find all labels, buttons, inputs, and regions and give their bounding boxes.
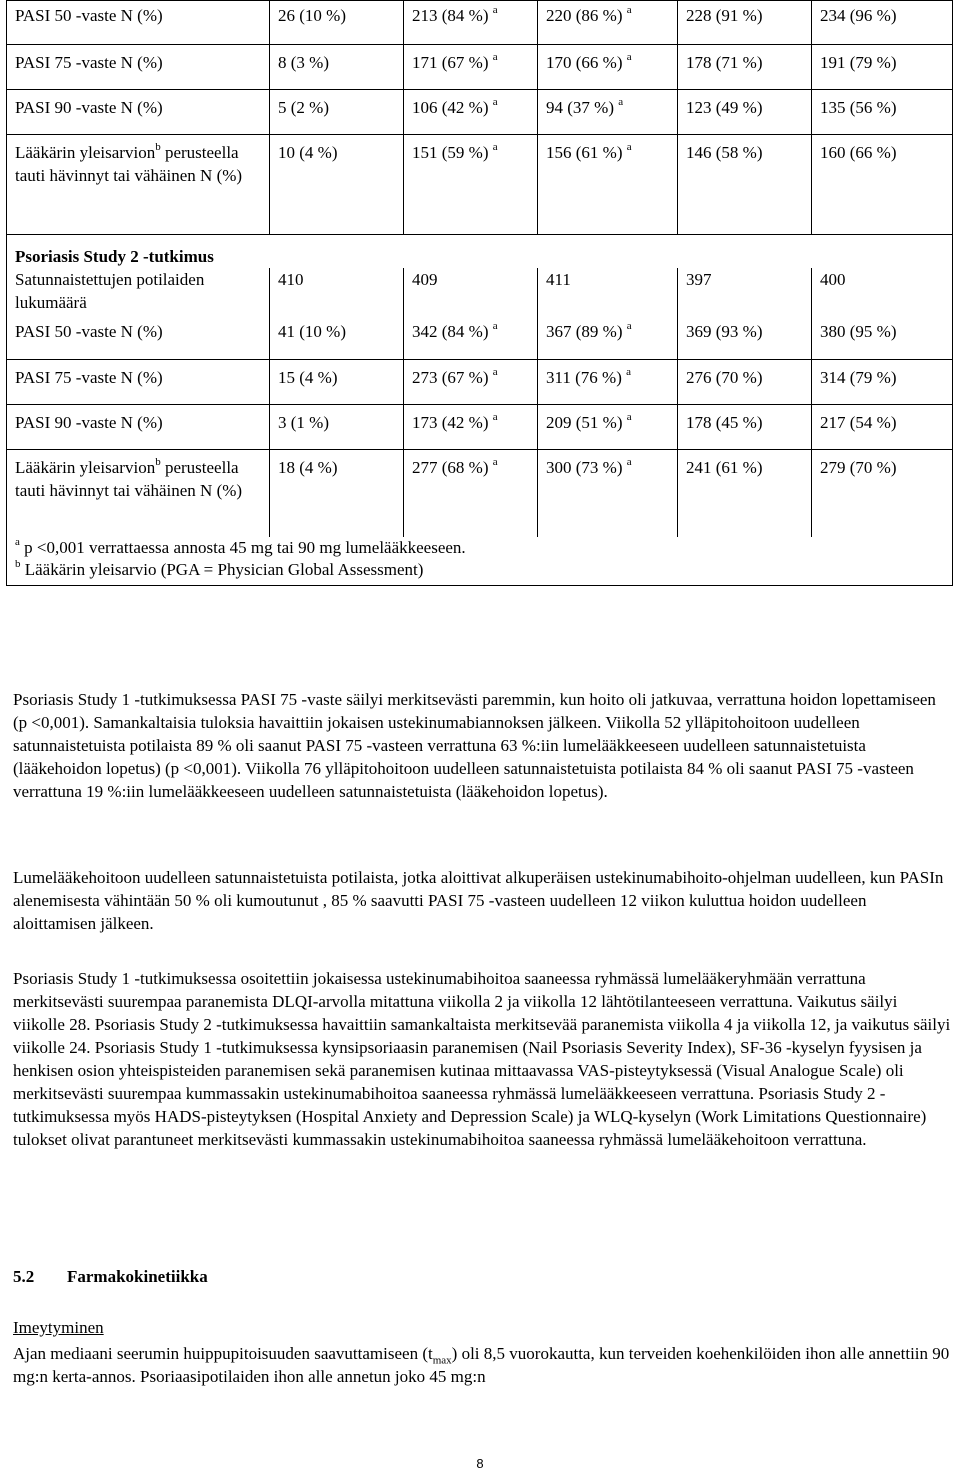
table-cell (538, 359, 678, 404)
cell-value: 228 (91 %) (686, 6, 763, 25)
cell-value: 411 (546, 270, 571, 289)
results-table (6, 0, 953, 586)
table-cell (404, 314, 538, 359)
table-cell (404, 45, 538, 90)
footnote-marker: a (492, 4, 498, 17)
cell-value: 314 (79 %) (820, 367, 897, 387)
cell-value: 277 (68 %) (412, 457, 489, 477)
cell-value: 151 (59 %) (412, 143, 489, 162)
table-cell (538, 449, 678, 537)
table-cell (678, 1, 812, 45)
table-cell (812, 268, 953, 314)
table-cell (812, 404, 953, 449)
table-cell (404, 404, 538, 449)
footnote-marker: a (626, 455, 632, 468)
cell-value: 311 (76 %) (546, 367, 622, 387)
table-cell (270, 135, 404, 235)
cell-value: 367 (89 %) (546, 322, 623, 341)
cell-value: 191 (79 %) (820, 53, 897, 72)
cell-value: 241 (61 %) (686, 457, 763, 477)
cell-value: 106 (42 %) (412, 98, 489, 117)
footnote-marker: a (15, 536, 20, 549)
cell-value: 300 (73 %) (546, 457, 623, 477)
cell-value: 234 (96 %) (820, 6, 897, 25)
section-title: Farmakokinetiikka (67, 1267, 208, 1286)
table-cell (270, 90, 404, 135)
cell-value: 178 (71 %) (686, 53, 763, 72)
table-cell (404, 90, 538, 135)
table-row (7, 235, 953, 269)
row-label-text: PASI 50 -vaste N (%) (15, 322, 163, 341)
cell-value: 220 (86 %) (546, 6, 623, 25)
cell-value: 5 (2 %) (278, 98, 329, 117)
table-cell (678, 359, 812, 404)
cell-value: 217 (54 %) (820, 412, 897, 432)
table-cell (538, 1, 678, 45)
table-cell (270, 359, 404, 404)
table-row (7, 45, 953, 90)
cell-value: 380 (95 %) (820, 322, 897, 341)
table-row (7, 537, 953, 586)
table-row (7, 90, 953, 135)
study-title: Psoriasis Study 2 -tutkimus (15, 247, 214, 266)
cell-value: 8 (3 %) (278, 53, 329, 72)
cell-value: 10 (4 %) (278, 143, 338, 162)
table-cell (678, 404, 812, 449)
cell-value: 213 (84 %) (412, 6, 489, 25)
row-label-text: perusteella tauti hävinnyt tai vähäinen N (%) (15, 457, 243, 500)
cell-value: 156 (61 %) (546, 143, 623, 162)
table-row (7, 449, 953, 537)
table-cell (678, 314, 812, 359)
row-label (7, 404, 270, 449)
footnote-marker: a (492, 141, 498, 154)
table-cell (404, 135, 538, 235)
subscript-max: max (432, 1354, 452, 1367)
cell-value: 276 (70 %) (686, 367, 763, 387)
cell-value: 146 (58 %) (686, 143, 763, 162)
row-label (7, 268, 270, 314)
cell-value: 123 (49 %) (686, 98, 763, 117)
row-label-text: Lääkärin yleisarvion (15, 457, 156, 477)
footnote-text: p <0,001 verrattaessa annosta 45 mg tai 90 mg lumelääkkeeseen. (19, 538, 466, 557)
table-footnotes (7, 537, 953, 586)
paragraph-maintenance (13, 688, 953, 803)
row-label-text: PASI 50 -vaste N (%) (15, 6, 163, 25)
table-cell (812, 359, 953, 404)
section-heading (13, 1267, 208, 1287)
row-label-text: Satunnaistettujen potilaiden lukumäärä (15, 270, 205, 312)
row-label-text: Lääkärin yleisarvion (15, 143, 156, 162)
page-number: 8 (476, 1456, 484, 1471)
footnote-marker: b (15, 558, 21, 571)
paragraph-text (13, 1342, 953, 1388)
footnote-marker: a (618, 96, 624, 109)
study-heading (7, 235, 953, 269)
cell-value: 369 (93 %) (686, 322, 763, 341)
row-label-text: PASI 90 -vaste N (%) (15, 412, 163, 432)
cell-value: 209 (51 %) (546, 412, 623, 432)
table-cell (538, 314, 678, 359)
table-row (7, 268, 953, 314)
table-cell (538, 90, 678, 135)
table-cell (812, 449, 953, 537)
table-cell (812, 314, 953, 359)
footnote-marker: a (492, 455, 498, 468)
table-cell (270, 1, 404, 45)
table-cell (678, 135, 812, 235)
paragraph-quality-of-life (13, 967, 953, 1151)
table-cell (812, 45, 953, 90)
table-row (7, 359, 953, 404)
table-cell (812, 135, 953, 235)
table-row (7, 135, 953, 235)
cell-value: 173 (42 %) (412, 412, 489, 432)
paragraph-absorption (13, 1342, 953, 1388)
text-part: Ajan mediaani seerumin huippupitoisuuden saavuttamiseen (t (13, 1344, 433, 1363)
table-cell (404, 1, 538, 45)
cell-value: 18 (4 %) (278, 457, 338, 477)
cell-value: 41 (10 %) (278, 322, 346, 341)
row-label (7, 135, 270, 235)
section-number: 5.2 (13, 1267, 35, 1286)
table-cell (270, 45, 404, 90)
cell-value: 160 (66 %) (820, 143, 897, 162)
footnote-marker: a (626, 51, 632, 64)
cell-value: 279 (70 %) (820, 457, 897, 477)
table-cell (538, 135, 678, 235)
row-label (7, 1, 270, 45)
table-cell (678, 45, 812, 90)
row-label (7, 359, 270, 404)
footnote (15, 537, 944, 559)
footnote-marker: a (492, 51, 498, 64)
table-cell (270, 449, 404, 537)
table-row (7, 404, 953, 449)
table-cell (270, 268, 404, 314)
cell-value: 273 (67 %) (412, 367, 489, 387)
table-body (7, 1, 953, 586)
row-label-text: PASI 75 -vaste N (%) (15, 367, 163, 387)
cell-value: 171 (67 %) (412, 53, 489, 72)
table-cell (538, 404, 678, 449)
footnote-marker: a (492, 96, 498, 109)
table-cell (270, 314, 404, 359)
row-label (7, 45, 270, 90)
footnote-marker: a (626, 365, 631, 378)
footnote-marker: a (492, 410, 498, 423)
footnote-marker: a (626, 141, 632, 154)
cell-value: 26 (10 %) (278, 6, 346, 25)
paragraph-text: Psoriasis Study 1 -tutkimuksessa osoitettiin jokaisessa ustekinumabihoitoa saaneessa ryhmässä lumelääkeryhmään verrattuna merkitsevästi suurempaa paranemista DLQI-arvolla mitattuna viikolla 2 ja viikolla 12 lähtötilanteeseen verrattuna. Vaikutus säilyi viikolle 28. Psoriasis Study 2 -tutkimuksessa havaittiin samankaltaista merkitsevää paranemista viikolla 4 ja viikolla 12, ja vaikutus säilyi viikolle 24. Psoriasis Study 1 -tutkimuksessa kynsipsoriaasin paranemisen (Nail Psoriasis Severity Index), SF-36 -kyselyn fyysisen ja henkisen osion yhteispisteiden paranemisen sekä paranemisen kutinaa mittaavassa VAS-pisteytyksessä (Visual Analogue Scale) oli merkitsevästi suurempaa kummassakin ustekinumabihoitoa saaneessa ryhmässä lumelääkkeeseen verrattuna. Psoriasis Study 2 -tutkimuksessa myös HADS-pisteytyksen (Hospital Anxiety and Depression Scale) ja WLQ-kyselyn (Work Limitations Questionnaire) tulokset olivat parantuneet merkitsevästi kummassakin ustekinumabihoitoa saaneessa ryhmässä lumelääkehoitoon verrattuna. (13, 969, 951, 1149)
cell-value: 409 (412, 270, 438, 289)
footnote (15, 559, 944, 581)
cell-value: 397 (686, 270, 712, 289)
row-label (7, 449, 270, 537)
cell-value: 15 (4 %) (278, 367, 338, 387)
cell-value: 135 (56 %) (820, 98, 897, 117)
row-label (7, 90, 270, 135)
paragraph-text: Psoriasis Study 1 -tutkimuksessa PASI 75 -vaste säilyi merkitsevästi paremmin, kun hoito oli jatkuvaa, verrattuna hoidon lopettamiseen (p <0,001). Samankaltaisia tuloksia havaittiin jokaisen ustekinumabiannoksen jälkeen. Viikolla 52 ylläpitohoitoon uudelleen satunnaistetuista potilaista 89 % oli saanut PASI 75 -vasteen verrattuna 63 %:iin lumelääkkeeseen uudelleen satunnaistetuista (lääkehoidon lopetus) (p <0,001). Viikolla 76 ylläpitohoitoon uudelleen satunnaistetuista potilaista 84 % oli saanut PASI 75 -vasteen verrattuna 19 %:iin lumelääkkeeseen uudelleen satunnaistetuista (lääkehoidon lopetus). (13, 690, 936, 801)
paragraph-text: Lumelääkehoitoon uudelleen satunnaistetuista potilaista, jotka aloittivat alkuperäisen ustekinumabihoito-ohjelman uudelleen, kun PASIn alenemisesta vähintään 50 % oli kumoutunut , 85 % saavutti PASI 75 -vasteen uudelleen 12 viikon kuluttua hoidon uudelleen aloittamisen jälkeen. (13, 868, 944, 933)
footnote-marker: a (626, 4, 632, 17)
cell-value: 3 (1 %) (278, 412, 329, 432)
table-cell (678, 449, 812, 537)
footnote-text: Lääkärin yleisarvio (PGA = Physician Global Assessment) (20, 560, 424, 579)
footnote-marker: a (626, 320, 632, 333)
footnote-marker: a (626, 410, 632, 423)
row-label-text: PASI 90 -vaste N (%) (15, 98, 163, 117)
table-cell (404, 268, 538, 314)
subheading-absorption: Imeytyminen (13, 1318, 104, 1337)
table-row (7, 1, 953, 45)
table-row (7, 314, 953, 359)
table-cell (538, 268, 678, 314)
table-cell (404, 359, 538, 404)
row-label-text: PASI 75 -vaste N (%) (15, 53, 163, 72)
footnote-marker: b (155, 141, 161, 154)
row-label-text: perusteella tauti hävinnyt tai vähäinen N (%) (15, 143, 243, 185)
footnote-marker: a (492, 365, 498, 378)
cell-value: 410 (278, 270, 304, 289)
footnote-marker: a (492, 320, 498, 333)
table-cell (404, 449, 538, 537)
cell-value: 400 (820, 270, 846, 289)
cell-value: 178 (45 %) (686, 412, 763, 432)
cell-value: 342 (84 %) (412, 322, 489, 341)
table-cell (538, 45, 678, 90)
cell-value: 94 (37 %) (546, 98, 614, 117)
table-cell (812, 1, 953, 45)
paragraph-retreatment (13, 866, 953, 935)
row-label (7, 314, 270, 359)
table-cell (678, 268, 812, 314)
footnote-marker: b (155, 455, 161, 468)
table-cell (812, 90, 953, 135)
text-part: ) oli 8,5 vuorokautta, kun terveiden koehenkilöiden ihon alle annettiin 90 mg:n kerta-annos. Psoriaasipotilaiden ihon alle annetun joko 45 mg:n (13, 1344, 950, 1386)
table-cell (678, 90, 812, 135)
table-cell (270, 404, 404, 449)
cell-value: 170 (66 %) (546, 53, 623, 72)
